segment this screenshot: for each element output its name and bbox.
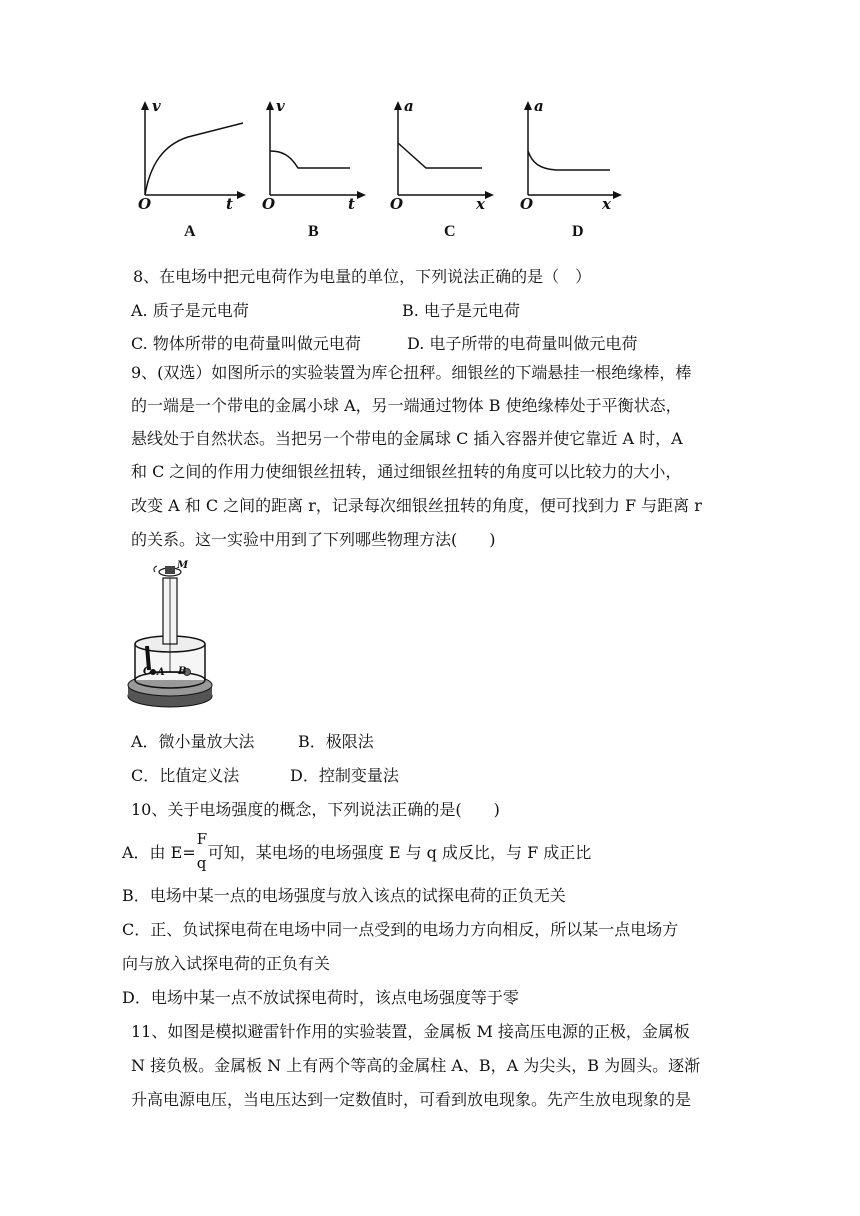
origin-label: O bbox=[262, 195, 276, 213]
q9-line: 悬线处于自然状态。当把另一个带电的金属球 C 插入容器并使它靠近 A 时，A bbox=[131, 429, 683, 448]
fraction-denominator: q bbox=[196, 853, 207, 872]
option-label: B bbox=[308, 223, 319, 240]
torsion-balance-figure bbox=[125, 560, 215, 720]
q9-line: 的一端是一个带电的金属小球 A，另一端通过物体 B 使绝缘棒处于平衡状态， bbox=[131, 396, 682, 415]
option-label: C bbox=[444, 223, 456, 240]
x-axis-label: x bbox=[602, 195, 611, 213]
torsion-balance-drawing bbox=[125, 560, 215, 720]
q10-option-c-line2: 向与放入试探电荷的正负有关 bbox=[122, 954, 331, 973]
q11-line: N 接负极。金属板 N 上有两个等高的金属柱 A、B，A 为尖头，B 为圆头。逐渐 bbox=[131, 1056, 701, 1075]
y-axis-label: a bbox=[534, 97, 544, 115]
q8-option-b: B. 电子是元电荷 bbox=[402, 301, 520, 320]
q9-option-c: C．比值定义法 bbox=[131, 766, 240, 785]
graph-a bbox=[128, 95, 248, 245]
fraction-numerator: F bbox=[196, 829, 208, 848]
q10-option-b: B．电场中某一点的电场强度与放入该点的试探电荷的正负无关 bbox=[122, 886, 566, 905]
q10-option-a bbox=[122, 829, 592, 872]
graph-d bbox=[516, 95, 636, 245]
q9-line: 9、(双选）如图所示的实验装置为库仑扭秤。细银丝的下端悬挂一根绝缘棒，棒 bbox=[131, 363, 692, 382]
origin-label: O bbox=[138, 195, 152, 213]
x-axis-label: x bbox=[476, 195, 485, 213]
q11-line: 升高电源电压，当电压达到一定数值时，可看到放电现象。先产生放电现象的是 bbox=[131, 1090, 692, 1109]
q8-option-d: D. 电子所带的电荷量叫做元电荷 bbox=[407, 334, 638, 353]
y-axis-label: v bbox=[276, 97, 285, 115]
q10-stem: 10、关于电场强度的概念，下列说法正确的是( ) bbox=[131, 800, 500, 819]
graph-a-plot bbox=[128, 95, 253, 205]
option-label: A bbox=[184, 223, 196, 240]
graph-options bbox=[120, 95, 640, 245]
q8-option-c: C. 物体所带的电荷量叫做元电荷 bbox=[131, 334, 361, 353]
option-label: D bbox=[572, 223, 584, 240]
q11-line: 11、如图是模拟避雷针作用的实验装置，金属板 M 接高压电源的正极，金属板 bbox=[131, 1022, 690, 1041]
q10-a-prefix: A．由 E= bbox=[122, 843, 196, 862]
q10-option-d: D．电场中某一点不放试探电荷时，该点电场强度等于零 bbox=[122, 988, 519, 1007]
q9-option-a: A．微小量放大法 bbox=[131, 732, 255, 751]
label-a: A bbox=[157, 667, 165, 678]
q10-option-c-line1: C．正、负试探电荷在电场中同一点受到的电场力方向相反，所以某一点电场方 bbox=[122, 920, 679, 939]
graph-c bbox=[388, 95, 508, 245]
origin-label: O bbox=[390, 195, 404, 213]
q9-option-d: D．控制变量法 bbox=[290, 766, 399, 785]
label-m: M bbox=[177, 560, 189, 571]
label-b: B bbox=[178, 666, 187, 677]
label-c: C bbox=[143, 666, 151, 677]
y-axis-label: v bbox=[152, 97, 161, 115]
q9-line: 和 C 之间的作用力使细银丝扭转，通过细银丝扭转的角度可以比较力的大小， bbox=[131, 462, 682, 481]
q8-stem: 8、在电场中把元电荷作为电量的单位，下列说法正确的是（ ） bbox=[133, 267, 592, 286]
q9-line: 的关系。这一实验中用到了下列哪些物理方法( ) bbox=[131, 530, 496, 549]
x-axis-label: t bbox=[348, 195, 355, 213]
q9-line: 改变 A 和 C 之间的距离 r，记录每次细银丝扭转的角度，便可找到力 F 与距离 r bbox=[131, 496, 702, 515]
graph-b bbox=[260, 95, 380, 245]
fraction-f-over-q bbox=[196, 829, 208, 872]
origin-label: O bbox=[520, 195, 534, 213]
q9-option-b: B．极限法 bbox=[298, 732, 374, 751]
q8-option-a: A. 质子是元电荷 bbox=[131, 301, 249, 320]
q10-a-suffix: 可知，某电场的电场强度 E 与 q 成反比，与 F 成正比 bbox=[207, 843, 592, 862]
x-axis-label: t bbox=[226, 195, 233, 213]
y-axis-label: a bbox=[404, 97, 414, 115]
